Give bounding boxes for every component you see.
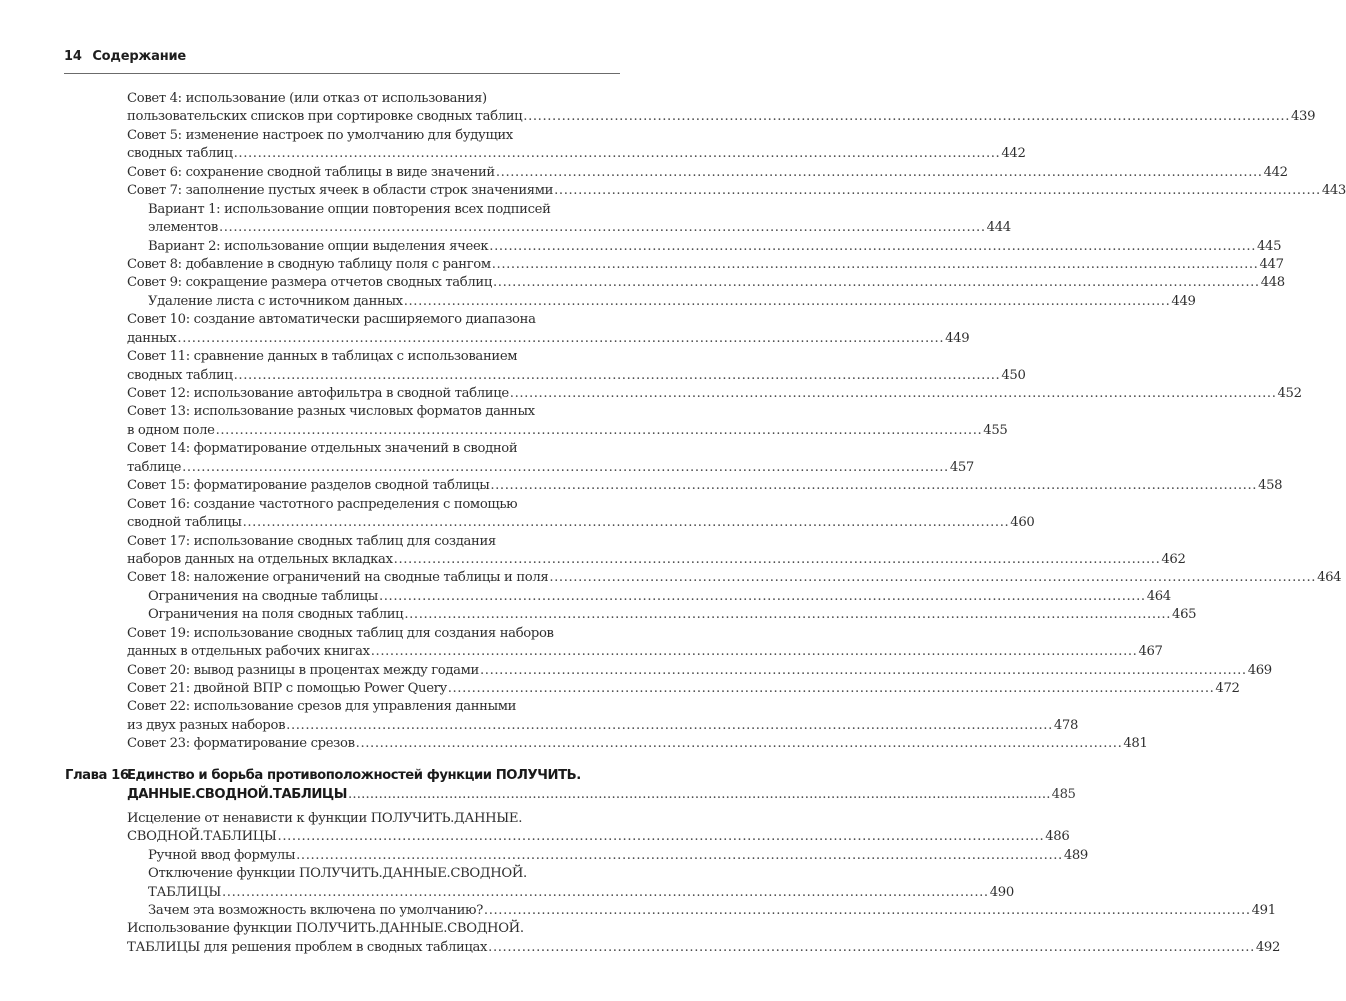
entry-text: Совет 21: двойной ВПР с помощью Power Query: [127, 681, 447, 696]
entry-last-line: [127, 145, 1026, 163]
entry-text: СВОДНОЙ.ТАБЛИЦЫ: [127, 829, 277, 845]
toc-entry[interactable]: [127, 182, 1346, 200]
leader-dots: [234, 145, 1001, 163]
leader-dots: [510, 385, 1277, 403]
entry-page-number: 443: [1321, 183, 1346, 199]
entry-text-line: Вариант 1: использование опции повторения всех подписей: [148, 201, 551, 217]
leader-dots: [296, 847, 1063, 865]
entry-text-line: Совет 16: создание частотного распределения с помощью: [127, 496, 518, 512]
leader-dots: [523, 108, 1290, 126]
leader-dots: [243, 514, 1010, 532]
toc-entry[interactable]: [127, 477, 1283, 495]
toc-entry[interactable]: [127, 311, 970, 348]
entry-text: Совет 7: заполнение пустых ячеек в области строк значениями: [127, 183, 554, 199]
entry-last-line: [127, 717, 1078, 735]
entry-text-line: Совет 11: сравнение данных в таблицах с использованием: [127, 349, 518, 365]
leader-dots: [484, 902, 1251, 920]
entry-last-line: [127, 182, 1346, 200]
entry-last-line: [127, 477, 1283, 495]
entry-page-number: 481: [1123, 736, 1148, 752]
toc-subentry[interactable]: [148, 606, 1197, 624]
entry-last-line: [127, 459, 974, 477]
toc-subentry[interactable]: [148, 588, 1171, 606]
entry-page-number: 491: [1251, 902, 1276, 918]
entry-last-line: [148, 588, 1171, 606]
entry-text-line: Совет 22: использование срезов для управления данными: [127, 699, 517, 715]
entry-page-number: 457: [949, 459, 974, 475]
toc-entry[interactable]: [127, 625, 1163, 662]
entry-last-line: [127, 939, 1280, 957]
leader-dots: [492, 256, 1259, 274]
entry-page-number: 464: [1317, 570, 1342, 586]
entry-page-number: 490: [989, 884, 1014, 900]
entry-text-line: Совет 17: использование сводных таблиц для создания: [127, 533, 496, 549]
entry-page-number: 452: [1277, 386, 1302, 401]
table-of-contents: [0, 90, 1346, 957]
entry-last-line: [127, 514, 1035, 532]
leader-dots: [489, 238, 1256, 256]
entry-text: Совет 20: вывод разницы в процентах между годами: [127, 662, 479, 678]
entry-page-number: 449: [945, 330, 970, 346]
entry-last-line: [127, 735, 1148, 753]
entry-text-line: Использование функции ПОЛУЧИТЬ.ДАННЫЕ.СВОДНОЙ.: [127, 921, 524, 937]
leader-dots: [490, 477, 1257, 495]
leader-dots: [234, 367, 1001, 385]
entry-text: данных в отдельных рабочих книгах: [127, 644, 370, 660]
entry-last-line: [148, 219, 1011, 237]
entry-text-line: Исцеление от ненависти к функции ПОЛУЧИТЬ.ДАННЫЕ.: [127, 810, 523, 826]
entry-page-number: 465: [1172, 607, 1197, 623]
entry-page-number: 462: [1161, 551, 1186, 567]
entry-page-number: 486: [1045, 829, 1070, 845]
toc-entry[interactable]: [127, 735, 1148, 753]
entry-text: Ограничения на поля сводных таблиц: [148, 607, 404, 623]
entry-page-number: 449: [1171, 293, 1196, 309]
entry-last-line: [127, 551, 1186, 569]
toc-entry[interactable]: [127, 440, 974, 477]
entry-page-number: 458: [1258, 478, 1283, 494]
entry-text-line: Совет 14: форматирование отдельных значений в сводной: [127, 441, 518, 457]
entry-text-line: Совет 5: изменение настроек по умолчанию для будущих: [127, 127, 513, 143]
entry-page-number: 489: [1063, 847, 1088, 863]
toc-entry[interactable]: [127, 680, 1240, 698]
entry-page-number: 478: [1053, 717, 1078, 733]
toc-subentry[interactable]: [148, 201, 1011, 238]
entry-text-line: Совет 4: использование (или отказ от использования): [127, 91, 487, 106]
toc-entry[interactable]: [127, 698, 1078, 735]
leader-dots: [278, 828, 1045, 846]
entry-page-number: 492: [1255, 939, 1280, 955]
entry-page-number: 447: [1259, 256, 1284, 272]
toc-subentry[interactable]: [148, 902, 1276, 920]
toc-entry[interactable]: [127, 90, 1316, 127]
toc-subentry[interactable]: [148, 238, 1282, 256]
chapter-title-line-1: Единство и борьба противоположностей функции ПОЛУЧИТЬ.: [127, 767, 581, 783]
entry-last-line: [127, 274, 1285, 292]
entry-text: сводных таблиц: [127, 146, 233, 162]
entry-last-line: [127, 256, 1284, 274]
entry-last-line: [148, 238, 1282, 256]
entry-page-number: 442: [1001, 146, 1026, 162]
entry-last-line: [148, 884, 1014, 902]
entry-last-line: [127, 662, 1272, 680]
leader-dots: [348, 785, 1051, 804]
entry-text: из двух разных наборов: [127, 717, 286, 733]
entry-page-number: 439: [1291, 109, 1316, 125]
toc-entry[interactable]: [127, 662, 1272, 680]
entry-last-line: [148, 902, 1276, 920]
entry-page-number: 444: [986, 220, 1011, 236]
entry-last-line: [127, 828, 1070, 846]
leader-dots: [371, 643, 1138, 661]
toc-entry[interactable]: [127, 348, 1026, 385]
toc-entry[interactable]: [127, 256, 1284, 274]
entry-last-line: [127, 680, 1240, 698]
page-number: 14: [64, 49, 82, 64]
toc-entry[interactable]: [127, 533, 1186, 570]
entry-text: Совет 23: форматирование срезов: [127, 736, 355, 752]
leader-dots: [404, 293, 1171, 311]
entry-last-line: [127, 330, 970, 348]
leader-dots: [286, 717, 1053, 735]
leader-dots: [488, 939, 1255, 957]
entry-page-number: 467: [1138, 644, 1163, 660]
entry-last-line: [127, 569, 1342, 587]
leader-dots: [496, 164, 1263, 182]
entry-text: в одном поле: [127, 422, 215, 438]
entry-text: Совет 12: использование автофильтра в сводной таблице: [127, 386, 509, 401]
leader-dots: [379, 588, 1146, 606]
entry-text-line: Отключение функции ПОЛУЧИТЬ.ДАННЫЕ.СВОДНОЙ.: [148, 866, 527, 882]
leader-dots: [549, 569, 1316, 587]
toc-entry[interactable]: [127, 274, 1285, 292]
entry-text: Ограничения на сводные таблицы: [148, 588, 378, 604]
toc-entry[interactable]: [127, 164, 1288, 182]
entry-page-number: 472: [1215, 681, 1240, 696]
entry-text: таблице: [127, 459, 182, 475]
toc-subentry[interactable]: [148, 865, 1014, 902]
leader-dots: [177, 330, 944, 348]
toc-section-chapter-16: [0, 810, 1280, 958]
entry-page-number: 460: [1010, 515, 1035, 531]
chapter-page-number: 485: [1051, 786, 1076, 802]
entry-text: Зачем эта возможность включена по умолчанию?: [148, 902, 483, 918]
entry-text-line: Совет 10: создание автоматически расширяемого диапазона: [127, 312, 536, 328]
entry-text: Ручной ввод формулы: [148, 847, 296, 863]
entry-page-number: 442: [1263, 164, 1288, 180]
entry-page-number: 448: [1260, 275, 1285, 291]
entry-text: Совет 9: сокращение размера отчетов сводных таблиц: [127, 275, 492, 291]
entry-text: ТАБЛИЦЫ: [148, 884, 222, 900]
entry-text: Вариант 2: использование опции выделения ячеек: [148, 238, 489, 254]
entry-text: сводной таблицы: [127, 515, 242, 531]
entry-page-number: 445: [1257, 238, 1282, 254]
running-title: Содержание: [92, 49, 187, 64]
entry-last-line: [127, 108, 1316, 126]
page-header: [64, 49, 620, 74]
leader-dots: [404, 606, 1171, 624]
toc-entry[interactable]: [127, 127, 1026, 164]
entry-last-line: [127, 643, 1163, 661]
toc-subentry[interactable]: [148, 847, 1088, 865]
entry-text: сводных таблиц: [127, 367, 233, 383]
entry-text: пользовательских списков при сортировке сводных таблиц: [127, 109, 523, 125]
leader-dots: [554, 182, 1321, 200]
entry-text-line: Совет 13: использование разных числовых форматов данных: [127, 404, 535, 420]
entry-text: Совет 18: наложение ограничений на сводные таблицы и поля: [127, 570, 549, 586]
entry-last-line: [127, 164, 1288, 182]
entry-text: данных: [127, 330, 177, 346]
leader-dots: [394, 551, 1161, 569]
leader-dots: [356, 735, 1123, 753]
entry-text: Совет 8: добавление в сводную таблицу поля с рангом: [127, 256, 491, 272]
toc-entry[interactable]: [127, 810, 1070, 847]
leader-dots: [222, 884, 989, 902]
entry-text: Совет 6: сохранение сводной таблицы в виде значений: [127, 164, 495, 180]
toc-chapter-16[interactable]: [65, 766, 1076, 804]
entry-page-number: 464: [1146, 588, 1171, 604]
entry-last-line: [127, 385, 1302, 403]
entry-last-line: [148, 847, 1088, 865]
entry-last-line: [148, 293, 1196, 311]
entry-text: Удаление листа с источником данных: [148, 293, 403, 309]
toc-entry[interactable]: [127, 920, 1280, 957]
toc-entry[interactable]: [127, 385, 1302, 403]
entry-text: элементов: [148, 220, 218, 236]
toc-entry[interactable]: [127, 569, 1342, 587]
leader-dots: [219, 219, 986, 237]
chapter-title-line-2: ДАННЫЕ.СВОДНОЙ.ТАБЛИЦЫ: [127, 786, 347, 802]
entry-last-line: [148, 606, 1197, 624]
leader-dots: [182, 459, 949, 477]
entry-text: ТАБЛИЦЫ для решения проблем в сводных таблицах: [127, 939, 488, 955]
entry-page-number: 450: [1001, 367, 1026, 383]
entry-text-line: Совет 19: использование сводных таблиц для создания наборов: [127, 625, 554, 641]
leader-dots: [216, 422, 983, 440]
toc-subentry[interactable]: [148, 293, 1196, 311]
leader-dots: [448, 680, 1215, 698]
entry-page-number: 469: [1247, 662, 1272, 678]
entry-last-line: [127, 367, 1026, 385]
chapter-label: Глава 16: [65, 767, 129, 783]
toc-section-chapter-15-tips: [0, 90, 1346, 754]
entry-text: Совет 15: форматирование разделов сводной таблицы: [127, 478, 490, 494]
entry-page-number: 455: [983, 422, 1008, 438]
entry-last-line: [127, 422, 1008, 440]
toc-entry[interactable]: [127, 403, 1008, 440]
leader-dots: [480, 662, 1247, 680]
entry-text: наборов данных на отдельных вкладках: [127, 551, 393, 567]
leader-dots: [493, 274, 1260, 292]
toc-entry[interactable]: [127, 496, 1035, 533]
